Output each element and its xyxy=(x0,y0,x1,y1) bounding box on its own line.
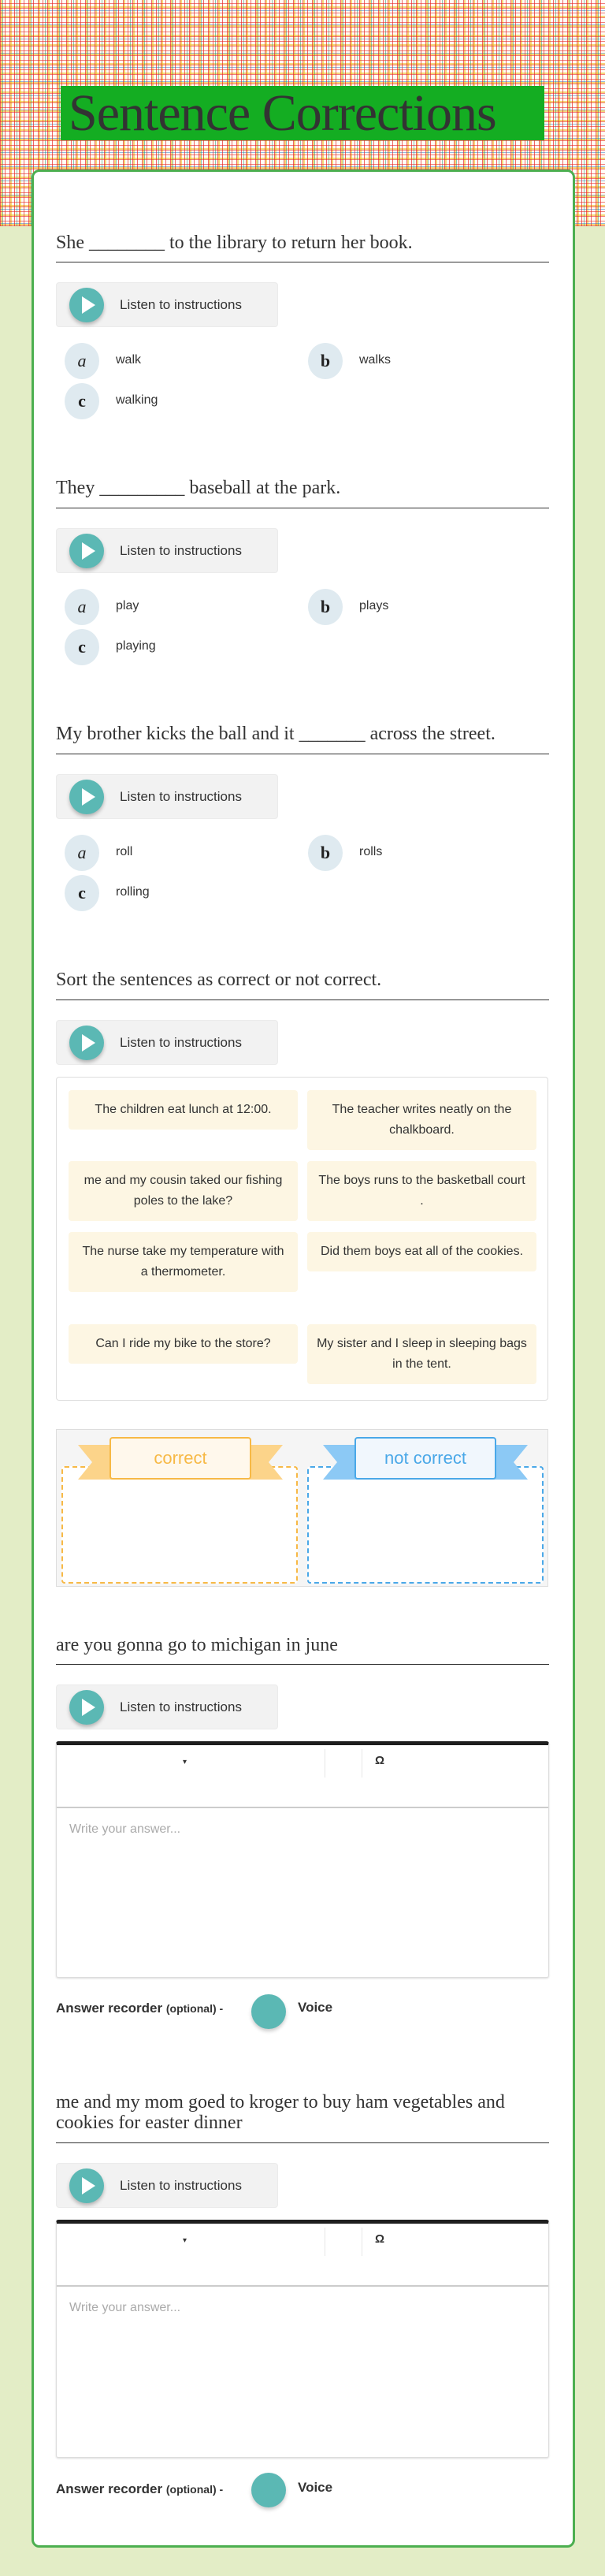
special-character-icon[interactable]: Ω xyxy=(375,1754,385,1767)
option-letter: c xyxy=(65,383,99,419)
recorder-label: Answer recorder xyxy=(56,2001,163,2016)
option-letter: c xyxy=(65,875,99,911)
format-dropdown-icon[interactable]: ▾ xyxy=(183,2236,187,2245)
option-letter: c xyxy=(65,629,99,665)
recorder-optional: (optional) - xyxy=(165,2002,224,2015)
bucket-correct-dropzone[interactable] xyxy=(61,1466,298,1584)
listen-button[interactable] xyxy=(56,528,278,573)
play-icon xyxy=(69,1026,104,1060)
answer-placeholder: Write your answer... xyxy=(69,1822,181,1836)
sort-item[interactable]: me and my cousin taked our fishing poles to the lake? xyxy=(69,1161,298,1221)
record-voice-button[interactable] xyxy=(251,2473,286,2507)
option-letter: a xyxy=(65,589,99,625)
answer-placeholder: Write your answer... xyxy=(69,2301,181,2314)
option-text: walks xyxy=(359,353,392,367)
listen-button[interactable] xyxy=(56,1020,278,1065)
sort-item[interactable]: Did them boys eat all of the cookies. xyxy=(307,1232,536,1271)
bucket-correct-label: correct xyxy=(109,1437,251,1480)
voice-label: Voice xyxy=(298,2000,333,2015)
listen-label: Listen to instructions xyxy=(120,297,242,312)
sort-item[interactable]: Can I ride my bike to the store? xyxy=(69,1324,298,1364)
listen-button[interactable] xyxy=(56,774,278,819)
play-icon xyxy=(69,780,104,814)
bucket-correct-ribbon xyxy=(78,1437,283,1480)
editor-toolbar xyxy=(57,1745,548,1808)
listen-label: Listen to instructions xyxy=(120,543,242,558)
listen-label: Listen to instructions xyxy=(120,2178,242,2193)
listen-button[interactable] xyxy=(56,282,278,327)
open-question-1-text: are you gonna go to michigan in june xyxy=(56,1635,338,1655)
listen-label: Listen to instructions xyxy=(120,789,242,804)
option-letter: b xyxy=(308,343,343,379)
option-text: roll xyxy=(116,845,133,858)
option-text: rolling xyxy=(116,885,150,899)
page-title: Sentence Corrections xyxy=(61,86,544,140)
bucket-not-correct-label: not correct xyxy=(354,1437,496,1480)
listen-button[interactable] xyxy=(56,2163,278,2208)
play-icon xyxy=(69,534,104,568)
bucket-not-correct-dropzone[interactable] xyxy=(307,1466,544,1584)
answer-editor xyxy=(56,2220,549,2458)
question-2-text: They _________ baseball at the park. xyxy=(56,478,341,498)
listen-label: Listen to instructions xyxy=(120,1699,242,1714)
question-3-text: My brother kicks the ball and it _______ across the street. xyxy=(56,724,496,744)
sort-prompt: Sort the sentences as correct or not correct. xyxy=(56,970,382,990)
recorder-label: Answer recorder xyxy=(56,2481,163,2496)
answer-textarea[interactable] xyxy=(57,2287,548,2454)
answer-recorder-label xyxy=(56,2001,223,2016)
answer-editor xyxy=(56,1741,549,1978)
sort-buckets xyxy=(56,1429,548,1587)
option-text: rolls xyxy=(359,845,383,858)
play-icon xyxy=(69,288,104,322)
sort-items-pool xyxy=(56,1077,548,1401)
editor-toolbar xyxy=(57,2224,548,2287)
option-text: plays xyxy=(359,599,389,612)
record-voice-button[interactable] xyxy=(251,1994,286,2029)
sort-item[interactable]: The children eat lunch at 12:00. xyxy=(69,1090,298,1130)
question-1-text: She ________ to the library to return her book. xyxy=(56,233,413,253)
play-icon xyxy=(69,2168,104,2203)
option-text: play xyxy=(116,599,139,612)
option-text: playing xyxy=(116,639,156,653)
option-text: walk xyxy=(116,353,142,367)
option-text: walking xyxy=(116,393,158,407)
divider xyxy=(56,2142,549,2143)
listen-button[interactable] xyxy=(56,1684,278,1729)
open-question-2-text: me and my mom goed to kroger to buy ham vegetables and cookies for easter dinner xyxy=(56,2092,505,2133)
sort-item[interactable]: The boys runs to the basketball court . xyxy=(307,1161,536,1221)
divider xyxy=(56,1664,549,1665)
option-letter: a xyxy=(65,835,99,871)
option-letter: b xyxy=(308,589,343,625)
bucket-not-correct-ribbon xyxy=(323,1437,528,1480)
sort-item[interactable]: The teacher writes neatly on the chalkboard. xyxy=(307,1090,536,1150)
option-letter: b xyxy=(308,835,343,871)
option-letter: a xyxy=(65,343,99,379)
special-character-icon[interactable]: Ω xyxy=(375,2232,385,2246)
play-icon xyxy=(69,1690,104,1725)
answer-textarea[interactable] xyxy=(57,1808,548,1974)
listen-label: Listen to instructions xyxy=(120,1035,242,1050)
voice-label: Voice xyxy=(298,2480,333,2495)
sort-item[interactable]: The nurse take my temperature with a thermometer. xyxy=(69,1232,298,1292)
answer-recorder-label xyxy=(56,2481,223,2497)
sort-item[interactable]: My sister and I sleep in sleeping bags in the tent. xyxy=(307,1324,536,1384)
format-dropdown-icon[interactable]: ▾ xyxy=(183,1758,187,1766)
recorder-optional: (optional) - xyxy=(165,2483,224,2496)
